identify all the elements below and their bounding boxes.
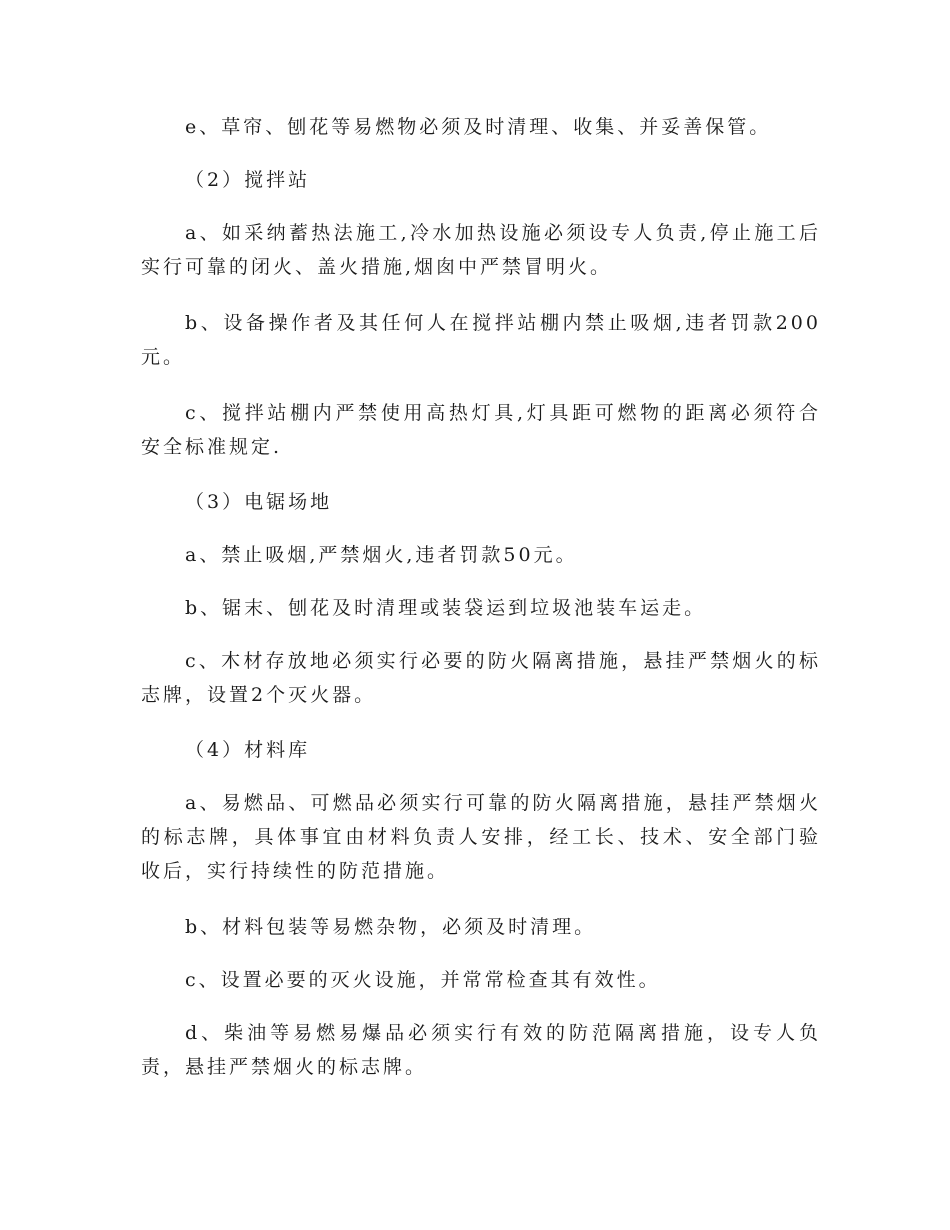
- paragraph-b-sawdust: b、锯末、刨花及时清理或装袋运到垃圾池装车运走。: [185, 597, 707, 619]
- paragraph-c-extinguishers: c、设置必要的灭火设施，并常常检查其有效性。: [185, 969, 661, 991]
- paragraph-b-no-smoking: b、设备操作者及其任何人在搅拌站棚内禁止吸烟,违者罚款200元。: [141, 312, 821, 368]
- paragraph-a-combustibles: a、易燃品、可燃品必须实行可靠的防火隔离措施，悬挂严禁烟火的标志牌，具体事宜由材料负责人安排，经工长、技术、安全部门验收后，实行持续性的防范措施。: [141, 792, 821, 882]
- section-heading-saw-area: （3）电锯场地: [185, 491, 333, 513]
- paragraph-a-heat-storage: a、如采纳蓄热法施工,冷水加热设施必须设专人负责,停止施工后实行可靠的闭火、盖火措施,烟囱中严禁冒明火。: [141, 222, 821, 278]
- paragraph-d-diesel: d、柴油等易燃易爆品必须实行有效的防范隔离措施，设专人负责，悬挂严禁烟火的标志牌。: [141, 1022, 821, 1078]
- paragraph-b-packaging: b、材料包装等易燃杂物，必须及时清理。: [185, 916, 597, 938]
- paragraph-c-lamps: c、搅拌站棚内严禁使用高热灯具,灯具距可燃物的距离必须符合安全标准规定.: [141, 402, 821, 458]
- section-heading-material-store: （4）材料库: [185, 739, 311, 761]
- paragraph-c-timber-storage: c、木材存放地必须实行必要的防火隔离措施，悬挂严禁烟火的标志牌，设置2个灭火器。: [141, 650, 821, 706]
- paragraph-a-no-fire: a、禁止吸烟,严禁烟火,违者罚款50元。: [185, 544, 578, 566]
- section-heading-mixing-station: （2）搅拌站: [185, 169, 311, 191]
- paragraph-e-flammables: e、草帘、刨花等易燃物必须及时清理、收集、并妥善保管。: [185, 116, 772, 138]
